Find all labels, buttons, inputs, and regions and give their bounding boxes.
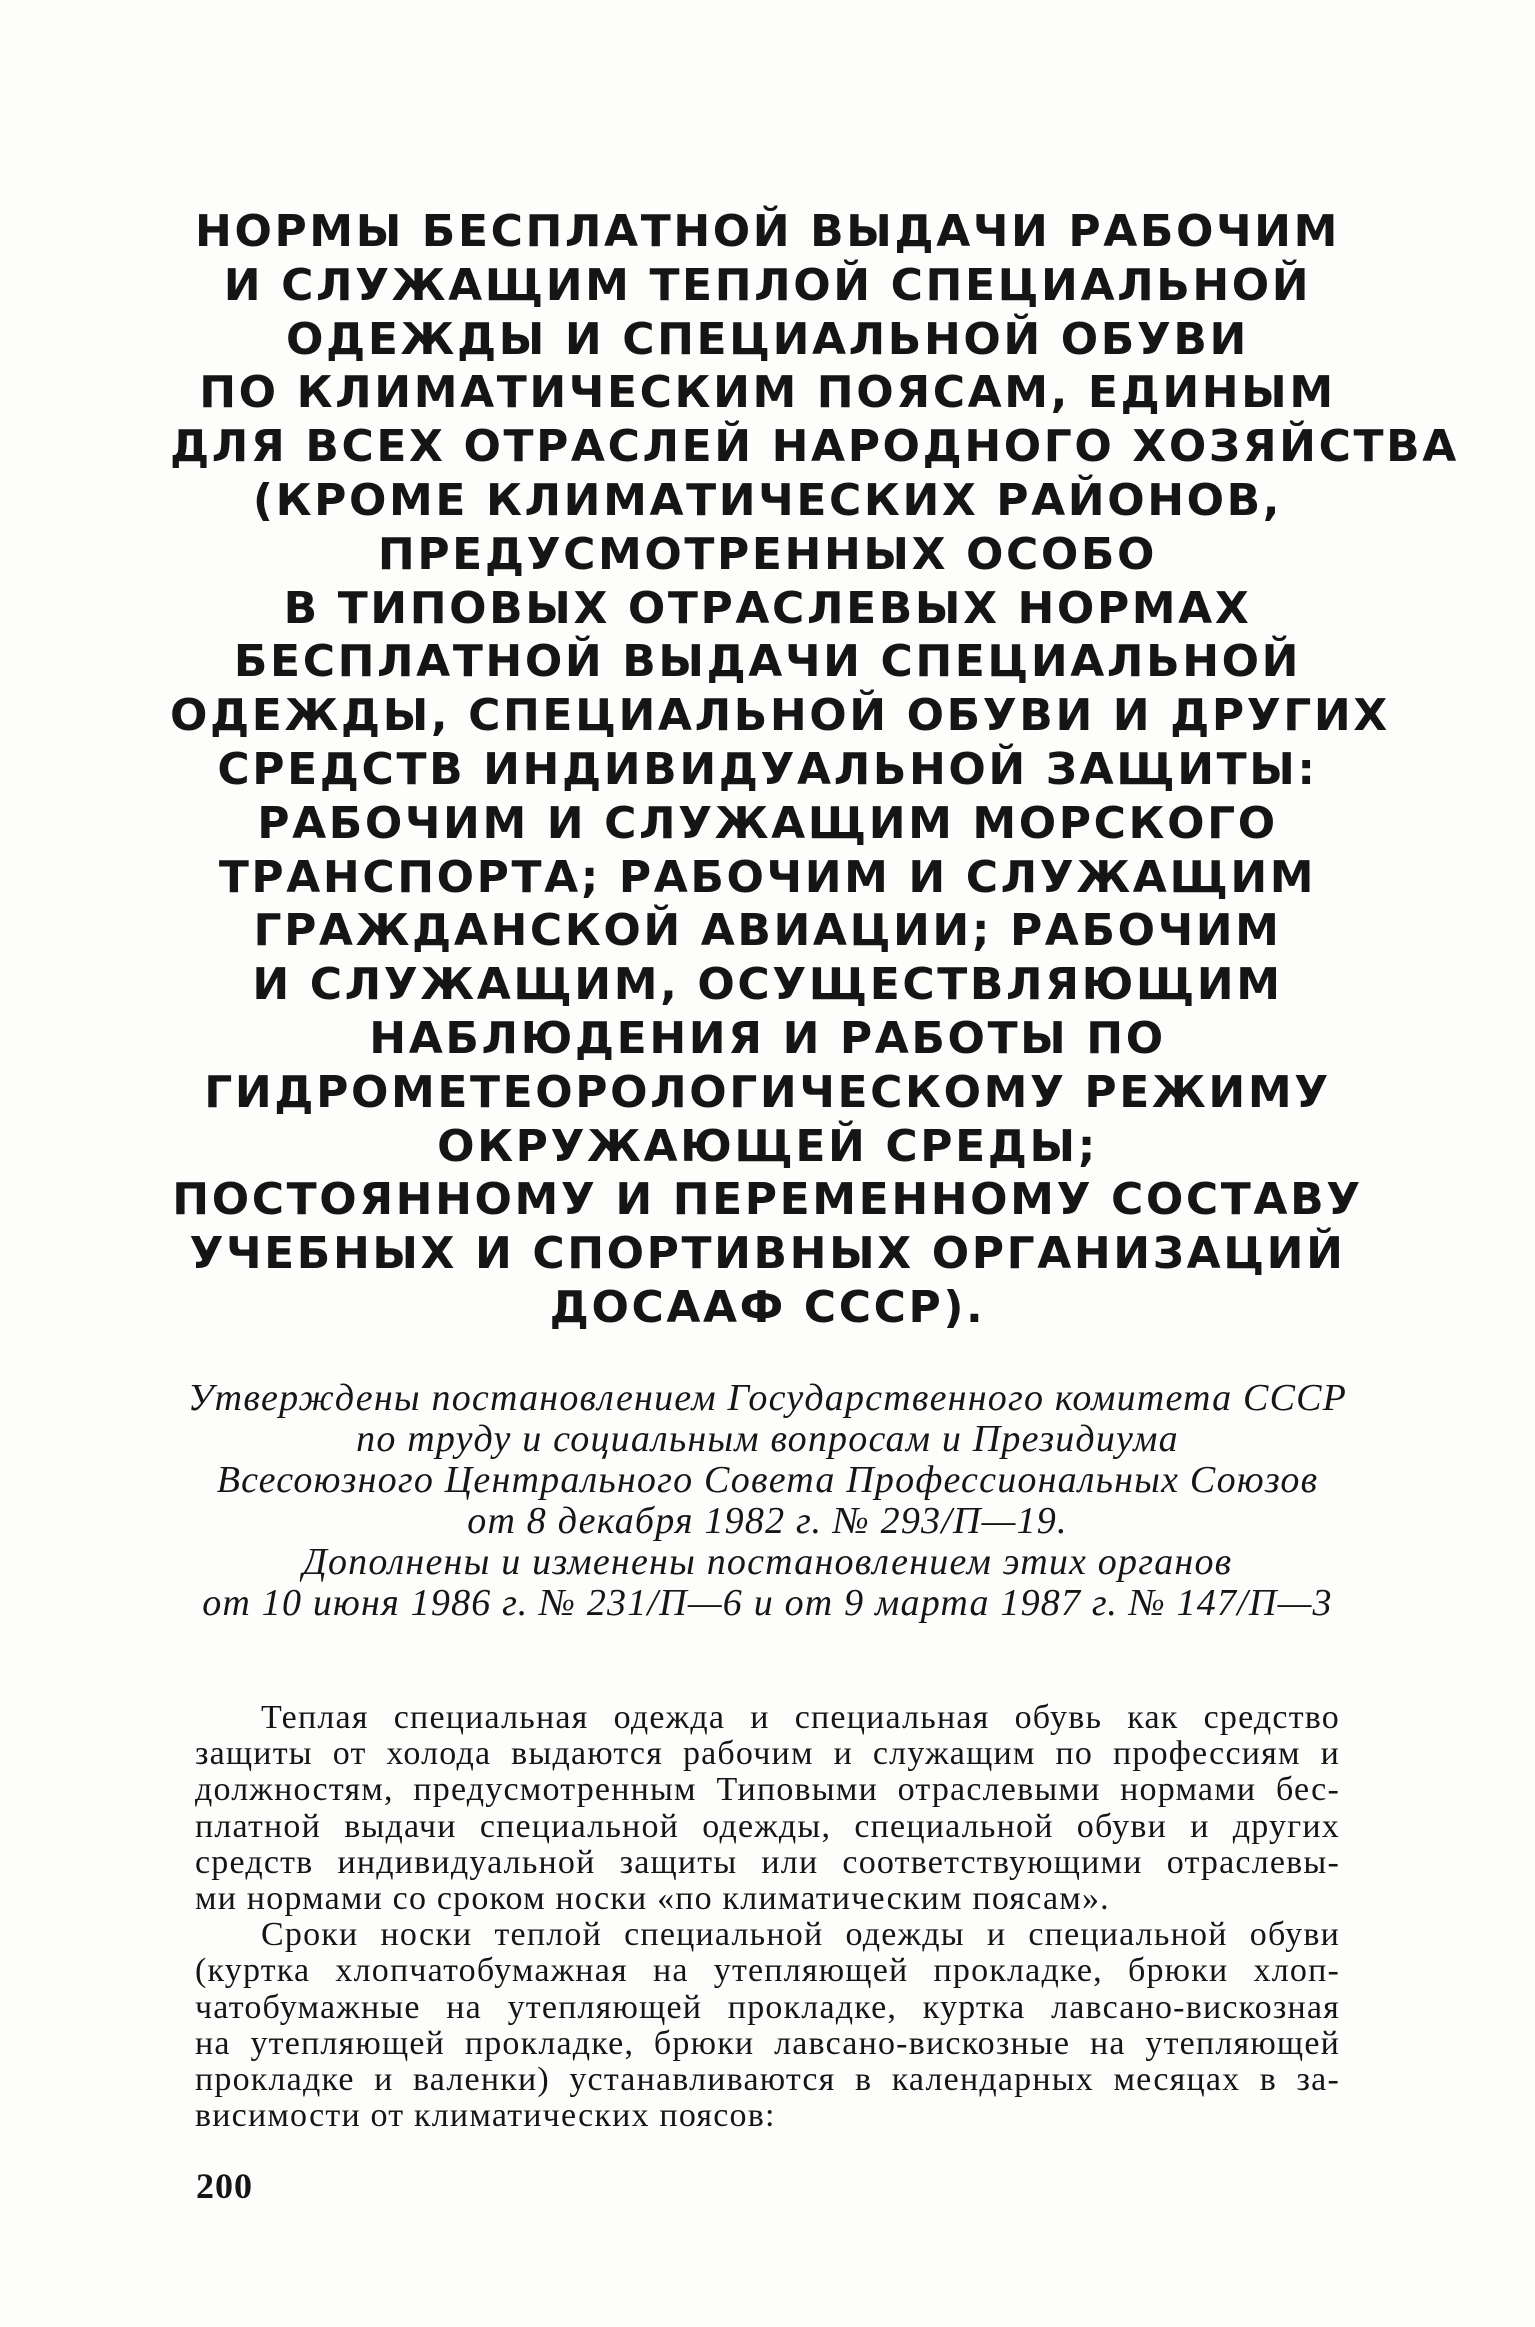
approval-line: Всесоюзного Центрального Совета Профессиональных Союзов <box>216 1459 1319 1501</box>
paragraph-1 <box>195 1700 1340 1917</box>
paragraph-line: средств индивидуальной защиты или соответствующими отраслевы- <box>195 1843 1340 1881</box>
paragraph-line: Теплая специальная одежда и специальная обувь как средство <box>261 1699 1340 1736</box>
title-line: И СЛУЖАЩИМ ТЕПЛОЙ СПЕЦИАЛЬНОЙ <box>223 259 1312 311</box>
title-line: ДОСААФ СССР). <box>549 1281 986 1333</box>
paragraph-line: ми нормами со сроком носки «по климатическим поясам». <box>195 1880 1110 1918</box>
title-line: ОДЕЖДЫ, СПЕЦИАЛЬНОЙ ОБУВИ И ДРУГИХ <box>170 690 1390 742</box>
paragraph-2 <box>195 1917 1340 2134</box>
approval-line: Утверждены постановлением Государственного комитета СССР <box>187 1377 1348 1419</box>
approval-line: от 8 декабря 1982 г. № 293/П—19. <box>467 1500 1068 1542</box>
paragraph-line: (куртка хлопчатобумажная на утепляющей прокладке, брюки хлоп- <box>195 1952 1340 1990</box>
paragraph-line: на утепляющей прокладке, брюки лавсано-вискозные на утепляющей <box>195 2024 1340 2062</box>
approval-note <box>170 1378 1365 1624</box>
title-line: ОДЕЖДЫ И СПЕЦИАЛЬНОЙ ОБУВИ <box>286 313 1249 365</box>
paragraph-line: должностям, предусмотренным Типовыми отраслевыми нормами бес- <box>195 1771 1340 1809</box>
page-number: 200 <box>196 2166 253 2206</box>
title-line: ПРЕДУСМОТРЕННЫХ ОСОБО <box>377 528 1158 580</box>
title-line: И СЛУЖАЩИМ, ОСУЩЕСТВЛЯЮЩИМ <box>252 959 1283 1011</box>
approval-line: от 10 июня 1986 г. № 231/П—6 и от 9 марта 1987 г. № 147/П—3 <box>202 1582 1333 1624</box>
paragraph-line: Сроки носки теплой специальной одежды и специальной обуви <box>261 1916 1340 1954</box>
title-line: БЕСПЛАТНОЙ ВЫДАЧИ СПЕЦИАЛЬНОЙ <box>233 636 1302 688</box>
title-line: УЧЕБНЫХ И СПОРТИВНЫХ ОРГАНИЗАЦИЙ <box>189 1228 1346 1280</box>
title-line: ТРАНСПОРТА; РАБОЧИМ И СЛУЖАЩИМ <box>218 851 1317 903</box>
title-line: СРЕДСТВ ИНДИВИДУАЛЬНОЙ ЗАЩИТЫ: <box>217 743 1318 795</box>
title-line: ДЛЯ ВСЕХ ОТРАСЛЕЙ НАРОДНОГО ХОЗЯЙСТВА <box>170 421 1459 473</box>
document-title <box>170 205 1459 1335</box>
title-line: В ТИПОВЫХ ОТРАСЛЕВЫХ НОРМАХ <box>283 582 1252 634</box>
title-line: ПО КЛИМАТИЧЕСКИМ ПОЯСАМ, ЕДИНЫМ <box>199 367 1336 419</box>
title-line: ГИДРОМЕТЕОРОЛОГИЧЕСКОМУ РЕЖИМУ <box>204 1066 1331 1118</box>
paragraph-line: прокладке и валенки) устанавливаются в календарных месяцах в за- <box>195 2061 1340 2099</box>
title-line: ОКРУЖАЮЩЕЙ СРЕДЫ; <box>437 1120 1098 1172</box>
title-line: НОРМЫ БЕСПЛАТНОЙ ВЫДАЧИ РАБОЧИМ <box>195 206 1340 257</box>
body-text <box>195 1700 1340 2134</box>
title-line: (КРОМЕ КЛИМАТИЧЕСКИХ РАЙОНОВ, <box>252 474 1283 526</box>
paragraph-line: защиты от холода выдаются рабочим и служащим по профессиям и <box>195 1735 1340 1773</box>
title-line: РАБОЧИМ И СЛУЖАЩИМ МОРСКОГО <box>257 797 1278 849</box>
title-line: ГРАЖДАНСКОЙ АВИАЦИИ; РАБОЧИМ <box>253 905 1282 957</box>
paragraph-line: висимости от климатических поясов: <box>195 2097 776 2135</box>
title-line: НАБЛЮДЕНИЯ И РАБОТЫ ПО <box>369 1012 1166 1064</box>
paragraph-line: платной выдачи специальной одежды, специальной обуви и других <box>195 1807 1340 1845</box>
title-line: ПОСТОЯННОМУ И ПЕРЕМЕННОМУ СОСТАВУ <box>172 1174 1363 1226</box>
paragraph-line: чатобумажные на утепляющей прокладке, куртка лавсано-вискозная <box>195 1988 1340 2026</box>
approval-line: Дополнены и изменены постановлением этих органов <box>302 1541 1233 1583</box>
approval-line: по труду и социальным вопросам и Президиума <box>356 1418 1179 1460</box>
